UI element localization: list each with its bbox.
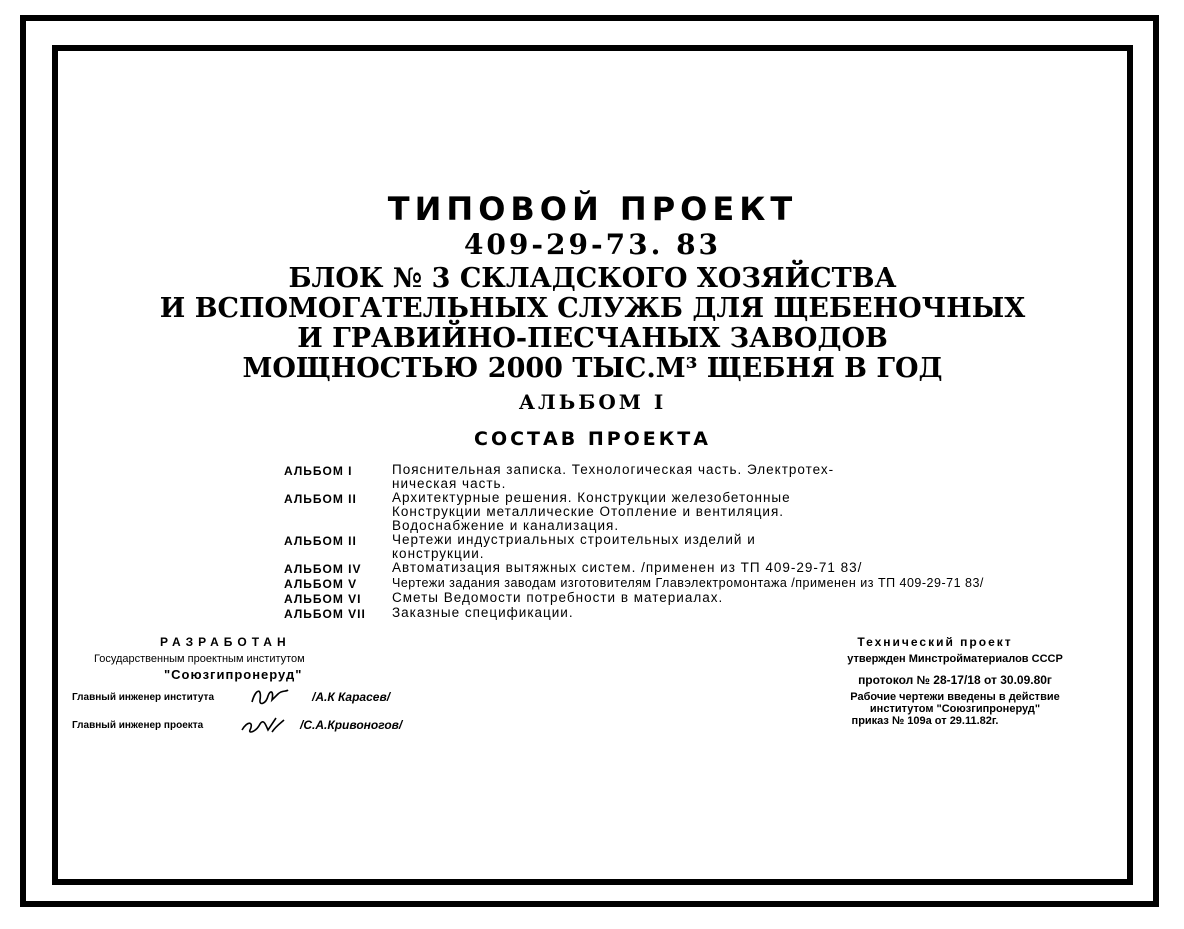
composition-heading: СОСТАВ ПРОЕКТА [474, 428, 711, 450]
description-line: конструкции. [392, 546, 485, 561]
approval-line: приказ № 109а от 29.11.82г. [851, 715, 999, 727]
album-description [392, 591, 1104, 606]
subject-line: МОЩНОСТЬЮ 2000 ТЫС.М³ ЩЕБНЯ В ГОД [242, 353, 943, 384]
description-line: Конструкции металлические Отопление и вентиляция. [392, 504, 785, 519]
approval-line: институтом "Союзгипронеруд" [869, 703, 1041, 715]
signature-row [60, 688, 440, 710]
album-label: АЛЬБОМ V [284, 577, 358, 591]
description-line: Чертежи индустриальных строительных изделий и [392, 532, 756, 547]
description-line: Водоснабжение и канализация. [392, 518, 620, 533]
approval-line: Технический проект [857, 635, 1013, 649]
contents-row [284, 491, 1104, 533]
album-description [392, 606, 1104, 621]
document-title: ТИПОВОЙ ПРОЕКТ [387, 190, 798, 228]
developer-title: РАЗРАБОТАН [160, 635, 291, 649]
album-description [392, 463, 1104, 491]
approval-line: Рабочие чертежи введены в действие [850, 691, 1060, 703]
project-subject [52, 264, 1133, 384]
developer-institute: Государственным проектным институтом [94, 653, 305, 665]
contents-row [284, 606, 1104, 621]
developer-organization: "Союзгипронеруд" [164, 667, 303, 682]
album-label: АЛЬБОМ II [284, 534, 357, 548]
description-line: Пояснительная записка. Технологическая часть. Электротех- [392, 462, 835, 477]
description-line: Заказные спецификации. [392, 605, 574, 620]
contents-row [284, 591, 1104, 606]
signature-icon [238, 712, 288, 738]
album-description [392, 491, 1104, 533]
description-line: Архитектурные решения. Конструкции железобетонные [392, 490, 791, 505]
subject-line: БЛОК № 3 СКЛАДСКОГО ХОЗЯЙСТВА [288, 263, 897, 294]
contents-row [284, 561, 1104, 576]
album-description [392, 533, 1104, 561]
signature-role: Главный инженер института [72, 692, 215, 703]
subject-line: И ГРАВИЙНО-ПЕСЧАНЫХ ЗАВОДОВ [297, 323, 888, 354]
developer-block [60, 635, 440, 738]
album-label: АЛЬБОМ VII [284, 607, 366, 621]
signature-name: /С.А.Кривоногов/ [300, 718, 403, 732]
signature-icon [248, 684, 292, 710]
contents-row [284, 576, 1104, 591]
album-label: АЛЬБОМ VI [284, 592, 362, 606]
contents-row [284, 533, 1104, 561]
signature-name: /А.К Карасев/ [312, 690, 391, 704]
description-line: ническая часть. [392, 476, 507, 491]
contents-row [284, 463, 1104, 491]
project-number: 409-29-73. 83 [463, 228, 722, 261]
contents-list [284, 463, 1104, 621]
approval-block [800, 635, 1110, 727]
description-line: Сметы Ведомости потребности в материалах. [392, 590, 724, 605]
approval-line: протокол № 28-17/18 от 30.09.80г [858, 673, 1052, 687]
subject-line: И ВСПОМОГАТЕЛЬНЫХ СЛУЖБ ДЛЯ ЩЕБЕНОЧНЫХ [159, 293, 1026, 324]
description-line: Автоматизация вытяжных систем. /применен из ТП 409-29-71 83/ [392, 560, 863, 575]
album-label: АЛЬБОМ IV [284, 562, 362, 576]
album-description [392, 576, 1104, 591]
album-heading: АЛЬБОМ I [518, 390, 667, 414]
album-label: АЛЬБОМ I [284, 464, 353, 478]
album-description [392, 561, 1104, 576]
album-label: АЛЬБОМ II [284, 492, 357, 506]
signature-role: Главный инженер проекта [72, 720, 204, 731]
approval-line: утвержден Минстройматериалов СССР [847, 653, 1063, 665]
signature-row [60, 716, 440, 738]
description-line: Чертежи задания заводам изготовителям Главэлектромонтажа /применен из ТП 409-29-71 83/ [392, 576, 984, 590]
